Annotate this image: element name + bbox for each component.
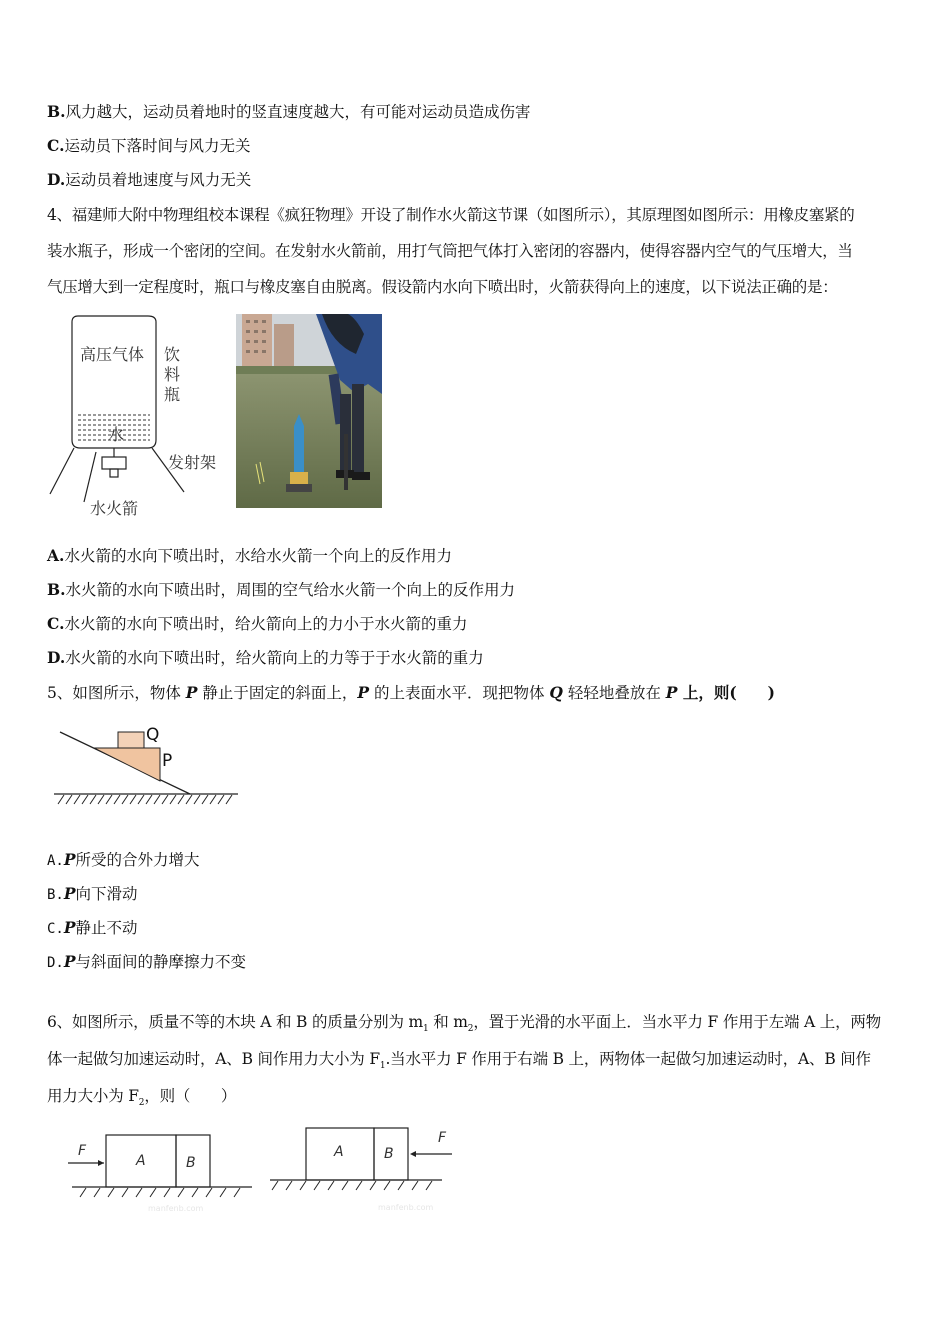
q5-var-p: P bbox=[357, 683, 370, 702]
option-letter: B. bbox=[47, 887, 64, 903]
subscript: 1 bbox=[422, 1024, 429, 1035]
option-letter: D. bbox=[47, 170, 66, 189]
block-p bbox=[94, 748, 160, 781]
subscript: 2 bbox=[138, 1098, 145, 1109]
option-text: 水火箭的水向下喷出时，水给水火箭一个向上的反作用力 bbox=[64, 547, 452, 565]
option-letter: D. bbox=[47, 648, 66, 667]
water-rocket-photo bbox=[236, 314, 382, 508]
q6-stem-line-1 bbox=[47, 1012, 881, 1039]
option-letter: A. bbox=[47, 546, 65, 565]
q6-text: ，则（ ） bbox=[144, 1087, 237, 1105]
stand-leg-left bbox=[50, 448, 74, 494]
option-letter: B. bbox=[47, 102, 66, 121]
watermark: manfenb.com bbox=[378, 1203, 434, 1212]
q5-stem-mid1: 静止于固定的斜面上， bbox=[197, 684, 358, 702]
option-text: 向下滑动 bbox=[75, 885, 138, 903]
label-p: P bbox=[162, 751, 173, 771]
subscript: 2 bbox=[467, 1024, 474, 1035]
label-water: 水 bbox=[108, 425, 125, 444]
option-text: 水火箭的水向下喷出时，周围的空气给水火箭一个向上的反作用力 bbox=[65, 581, 516, 599]
label-q: Q bbox=[146, 725, 160, 745]
q4-option-a bbox=[47, 546, 452, 566]
water-rocket-schematic bbox=[44, 312, 229, 522]
q5-stem-mid2: 的上表面水平．现把物体 bbox=[369, 684, 550, 702]
subscript: 1 bbox=[379, 1061, 386, 1072]
q6-text: 6、如图所示，质量不等的木块 A 和 B 的质量分别为 m bbox=[47, 1013, 423, 1031]
option-text: 与斜面间的静摩擦力不变 bbox=[75, 953, 247, 971]
label-a: A bbox=[136, 1153, 146, 1169]
label-b: B bbox=[186, 1155, 196, 1171]
option-var-p: P bbox=[63, 952, 76, 971]
option-letter: C. bbox=[47, 136, 65, 155]
label-bottle-3: 瓶 bbox=[164, 385, 181, 404]
option-letter: B. bbox=[47, 580, 66, 599]
ground-hatching bbox=[58, 795, 232, 804]
q4-stem-line-3: 气压增大到一定程度时，瓶口与橡皮塞自由脱离。假设箭内水向下喷出时，火箭获得向上的速度，以下说法正确的是： bbox=[47, 278, 838, 296]
option-text: 运动员下落时间与风力无关 bbox=[64, 137, 251, 155]
option-var-p: P bbox=[63, 850, 76, 869]
incline-diagram bbox=[50, 718, 245, 810]
label-stand: 发射架 bbox=[168, 453, 217, 472]
photo-illustration bbox=[236, 314, 382, 508]
stand-leg-mid bbox=[84, 452, 96, 502]
q5-stem bbox=[47, 683, 775, 703]
nozzle bbox=[102, 457, 126, 469]
q6-text: .当水平力 F 作用于右端 B 上，两物体一起做匀加速运动时，A、B 间作 bbox=[385, 1050, 871, 1068]
q4-stem-line-1: 4、福建师大附中物理组校本课程《疯狂物理》开设了制作水火箭这节课（如图所示），其原理图如图所示：用橡皮塞紧的 bbox=[47, 206, 855, 224]
label-b: B bbox=[384, 1146, 394, 1162]
q6-text: ，置于光滑的水平面上．当水平力 F 作用于左端 A 上，两物 bbox=[473, 1013, 881, 1031]
option-letter: C. bbox=[47, 921, 64, 937]
q3-option-c bbox=[47, 136, 250, 156]
option-text: 所受的合外力增大 bbox=[75, 851, 200, 869]
q5-stem-pre: 5、如图所示，物体 bbox=[47, 684, 186, 702]
label-force: F bbox=[78, 1143, 87, 1159]
q6-text: 体一起做匀加速运动时，A、B 间作用力大小为 F bbox=[47, 1050, 380, 1068]
option-text: 静止不动 bbox=[75, 919, 138, 937]
q6-text: 用力大小为 F bbox=[47, 1087, 139, 1105]
q6-stem-line-3 bbox=[47, 1086, 236, 1113]
q3-option-d bbox=[47, 170, 251, 190]
blocks-diagram-left bbox=[52, 1125, 257, 1215]
q4-stem-line-2: 装水瓶子，形成一个密闭的空间。在发射水火箭前，用打气筒把气体打入密闭的容器内，使得容器内空气的气压增大，当 bbox=[47, 242, 853, 260]
q4-option-d bbox=[47, 648, 484, 668]
q4-option-b bbox=[47, 580, 515, 600]
ground-hatching bbox=[272, 1181, 432, 1190]
label-gas: 高压气体 bbox=[80, 345, 145, 364]
option-letter: D. bbox=[47, 955, 64, 971]
q5-option-a bbox=[47, 850, 200, 871]
q6-text: 和 m bbox=[428, 1013, 468, 1031]
q5-option-d bbox=[47, 952, 246, 973]
q5-stem-end: 上，则( ) bbox=[677, 683, 776, 702]
block-q bbox=[118, 732, 144, 748]
option-text: 风力越大，运动员着地时的竖直速度越大，有可能对运动员造成伤害 bbox=[65, 103, 531, 121]
ground-hatching bbox=[80, 1188, 240, 1197]
label-rocket: 水火箭 bbox=[90, 499, 139, 518]
option-text: 水火箭的水向下喷出时，给火箭向上的力小于水火箭的重力 bbox=[64, 615, 468, 633]
q6-stem-line-2 bbox=[47, 1049, 871, 1076]
q5-var-p: P bbox=[185, 683, 198, 702]
q5-option-c bbox=[47, 918, 138, 939]
watermark: manfenb.com bbox=[148, 1204, 204, 1213]
q5-var-p: P bbox=[665, 683, 678, 702]
blocks-diagram-right bbox=[266, 1118, 466, 1214]
option-letter: A. bbox=[47, 853, 64, 869]
stopper bbox=[110, 469, 118, 477]
label-bottle-1: 饮 bbox=[164, 345, 181, 364]
q4-option-c bbox=[47, 614, 467, 634]
option-var-p: P bbox=[63, 918, 76, 937]
option-letter: C. bbox=[47, 614, 65, 633]
option-text: 运动员着地速度与风力无关 bbox=[65, 171, 252, 189]
q5-option-b bbox=[47, 884, 138, 905]
label-a: A bbox=[334, 1144, 344, 1160]
option-text: 水火箭的水向下喷出时，给火箭向上的力等于于水火箭的重力 bbox=[65, 649, 484, 667]
label-bottle-2: 料 bbox=[164, 365, 181, 384]
label-force: F bbox=[438, 1130, 447, 1146]
option-var-p: P bbox=[63, 884, 76, 903]
q3-option-b bbox=[47, 102, 531, 122]
q5-var-q: Q bbox=[549, 683, 563, 702]
q5-stem-mid3: 轻轻地叠放在 bbox=[562, 684, 666, 702]
